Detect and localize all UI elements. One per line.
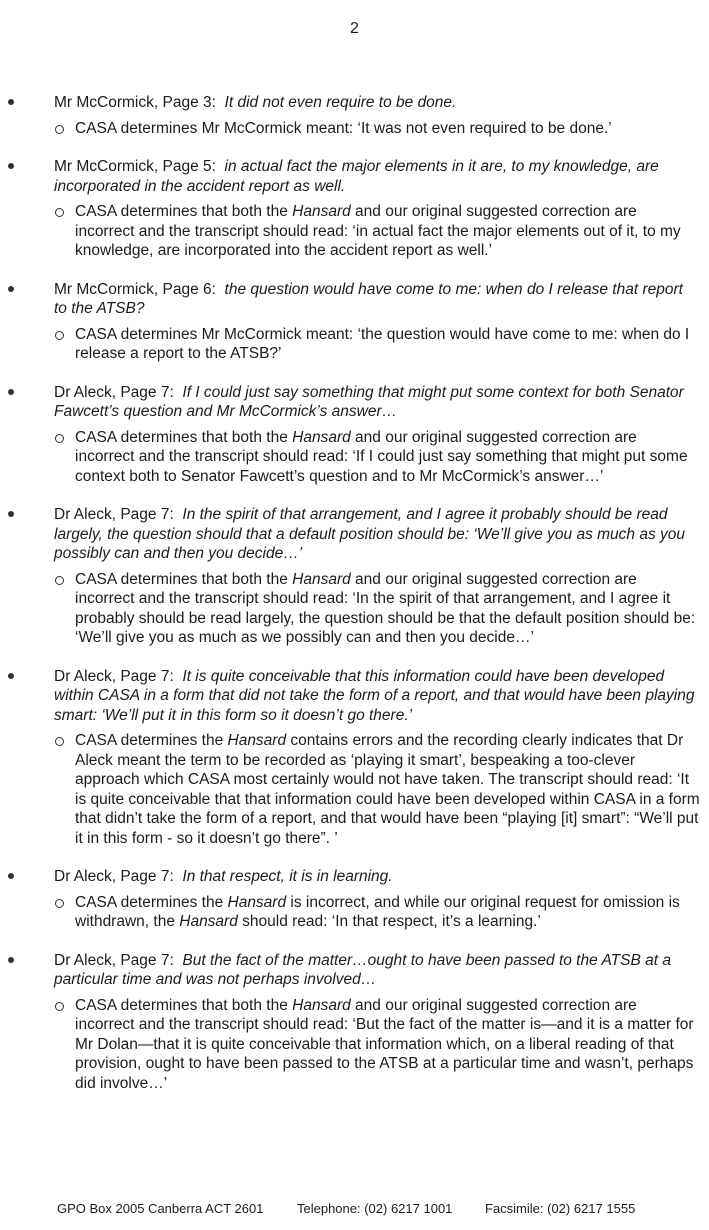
determination-text: CASA determines that both the Hansard and our original suggested correction are incorrect and the transcript should read: ‘If I could just say something that might put some context both to Senator Fawcett’s question and to Mr McCormick’s answer…’ [75,428,688,485]
sub-item [0,325,709,364]
sub-item [0,428,709,487]
entry-heading [54,505,699,564]
entry-heading [54,280,699,319]
determination-text: CASA determines the Hansard contains errors and the recording clearly indicates that Dr Aleck meant the term to be recorded as ‘playing it smart’, bespeaking a too-clever approach which CASA most certainly would not have taken. The transcript should read: ‘It is quite conceivable that that information could have been developed within CASA in a form that didn’t take the form of a report, and that would have been “playing [it] smart”: “We’ll put it in this form - so it doesn’t go there”. ’ [75,732,700,847]
quoted-text: It is quite conceivable that this information could have been developed within CASA in a form that did not take the form of a report, and that would have been playing smart: ‘We’ll put it in this form so it doesn’t go there.’ [54,667,695,724]
list-item [0,505,709,648]
quoted-text: But the fact of the matter…ought to have been passed to the ATSB at a particular time and was not perhaps involved… [54,951,671,988]
entry-heading [54,383,699,422]
circle-bullet-icon [55,434,64,443]
quoted-text: In that respect, it is in learning. [182,868,393,885]
list-item [0,867,709,932]
determination-text: CASA determines that both the Hansard and our original suggested correction are incorrect and the transcript should read: ‘But the fact of the matter is—and it is a matter for Mr Dolan—that it is quite conceivable that information which, on a liberal reading of that provision, ought to have been passed to the ATSB at a particular time and wasn’t, perhaps did involve…’ [75,996,694,1092]
sub-item [0,731,709,848]
circle-bullet-icon [55,125,64,134]
determination-text: CASA determines Mr McCormick meant: ‘the question would have come to me: when do I release a report to the ATSB?’ [75,325,690,362]
bullet-icon [8,389,14,395]
speaker-reference: Dr Aleck, Page 7: [54,383,174,401]
determination-text: CASA determines Mr McCormick meant: ‘It was not even required to be done.’ [75,119,612,137]
speaker-reference: Dr Aleck, Page 7: [54,951,174,969]
entry-heading [54,157,699,196]
footer-facsimile: Facsimile: (02) 6217 1555 [485,1201,636,1216]
corrections-list [0,93,709,1112]
determination-text: CASA determines that both the Hansard and our original suggested correction are incorrect and the transcript should read: ‘in actual fact the major elements out of it, to my knowledge, are incorporated into the accident report as well.’ [75,203,681,259]
circle-bullet-icon [55,576,64,585]
list-item [0,667,709,849]
list-item [0,383,709,487]
bullet-icon [8,957,14,963]
quoted-text: It did not even require to be done. [224,94,457,111]
speaker-reference: Mr McCormick, Page 5: [54,158,216,175]
sub-item [0,996,709,1094]
speaker-reference: Dr Aleck, Page 7: [54,868,174,885]
sub-item [0,570,709,648]
bullet-icon [8,511,14,517]
bullet-icon [8,163,14,169]
circle-bullet-icon [55,1002,64,1011]
circle-bullet-icon [55,737,64,746]
bullet-icon [8,286,14,292]
list-item [0,93,709,138]
list-item [0,157,709,261]
speaker-reference: Mr McCormick, Page 6: [54,280,216,298]
speaker-reference: Dr Aleck, Page 7: [54,667,174,685]
quoted-text: in actual fact the major elements in it are, to my knowledge, are incorporated in the accident report as well. [54,158,659,195]
circle-bullet-icon [55,208,64,217]
entry-heading [54,667,699,726]
quoted-text: the question would have come to me: when do I release that report to the ATSB? [54,280,683,317]
footer [57,1201,699,1216]
entry-heading [54,951,699,990]
quoted-text: In the spirit of that arrangement, and I agree it probably should be read largely, the question should that a default position should be: ‘We’ll give you as much as you possibly can and then you decide…’ [54,506,686,562]
sub-item [0,119,709,139]
quoted-text: If I could just say something that might put some context for both Senator Fawcett’s question and Mr McCormick’s answer… [54,383,684,420]
bullet-icon [8,873,14,879]
entry-heading [54,867,699,887]
circle-bullet-icon [55,899,64,908]
page-number: 2 [350,20,359,37]
entry-heading [54,93,699,113]
determination-text: CASA determines that both the Hansard and our original suggested correction are incorrect and the transcript should read: ‘In the spirit of that arrangement, and I agree it probably should be read largely, the question should be that the default position should be: ‘We’ll give you as much as we possibly can and then you decide…’ [75,570,696,646]
sub-item [0,893,709,932]
list-item [0,951,709,1094]
speaker-reference: Dr Aleck, Page 7: [54,506,174,523]
sub-item [0,202,709,261]
speaker-reference: Mr McCormick, Page 3: [54,94,216,111]
footer-telephone: Telephone: (02) 6217 1001 [297,1201,453,1216]
circle-bullet-icon [55,331,64,340]
list-item [0,280,709,364]
bullet-icon [8,673,14,679]
determination-text: CASA determines the Hansard is incorrect, and while our original request for omission is withdrawn, the Hansard should read: ‘In that respect, it’s a learning.’ [75,893,680,930]
footer-address: GPO Box 2005 Canberra ACT 2601 [57,1201,264,1216]
bullet-icon [8,99,14,105]
